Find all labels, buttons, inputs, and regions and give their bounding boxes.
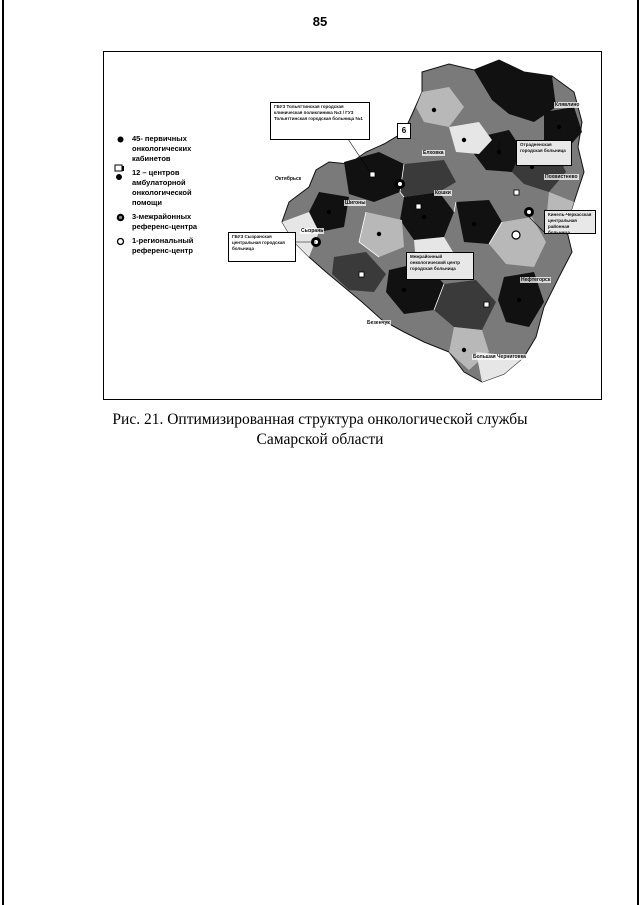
legend-label: 12 – центров амбулаторной онкологической помощи: [132, 168, 192, 207]
regional-centre-marker: [512, 231, 520, 239]
legend-item-primary-offices: [114, 134, 234, 164]
caption-line-1: Рис. 21. Оптимизированная структура онкологической службы: [112, 411, 528, 428]
figure-caption: [0, 410, 640, 450]
page-border-right: [637, 0, 639, 905]
page-border-left: [2, 0, 4, 905]
figure-frame: [103, 51, 602, 400]
building-icon: [114, 164, 126, 184]
place-label: Шигоны: [345, 200, 366, 206]
legend-item-regional-centre: [114, 236, 234, 256]
place-label: Похвистнево: [545, 174, 578, 180]
place-label: Елховка: [423, 150, 444, 156]
legend-label: 1-региональный референс-центр: [132, 236, 194, 255]
open-circle-icon: [116, 237, 125, 246]
region-number-label: 6: [397, 123, 411, 139]
callout-interdistrict: Межрайонный онкологический центр городская больница: [406, 252, 474, 280]
place-label: Большая Черниговка: [473, 354, 526, 360]
place-label: Безенчук: [367, 320, 390, 326]
place-label: Клявлино: [555, 102, 580, 108]
place-label: Сызрань: [301, 228, 324, 234]
ringed-dot-icon: [116, 213, 125, 222]
place-label: Октябрьск: [275, 176, 302, 182]
black-dot-icon: [116, 135, 125, 144]
legend-item-ambulatory-centres: [114, 168, 234, 208]
legend-item-interdistrict-centres: [114, 212, 234, 232]
callout-togliatti: ГБУЗ Тольяттинская городская клиническая поликлиника №3 / ГУЗ Тольяттинская городская больница №1: [270, 102, 370, 140]
callout-syzran: ГБУЗ Сызранская центральная городская больница: [228, 232, 296, 262]
page-number: 85: [312, 14, 328, 29]
legend-label: 3-межрайонных референс-центра: [132, 212, 198, 231]
caption-line-2: Самарской области: [256, 431, 384, 448]
callout-otradny: Отрадненская городская больница: [516, 140, 572, 166]
callout-kinel-cherkassy: Кинель-Черкасская центральная районная больница: [544, 210, 596, 234]
map-legend: [114, 134, 234, 260]
place-label: Нефтегорск: [521, 277, 551, 283]
legend-label: 45- первичных онкологических кабинетов: [132, 134, 192, 163]
place-label: Кошки: [435, 190, 451, 196]
